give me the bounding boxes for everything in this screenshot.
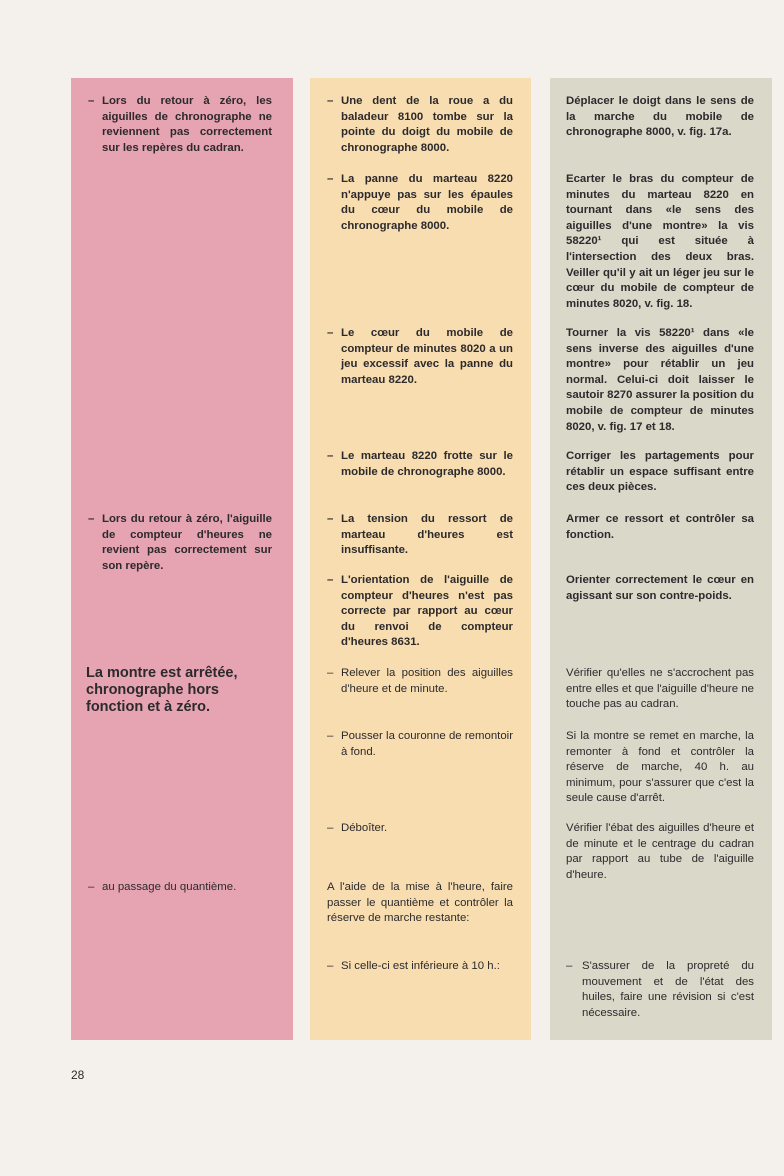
cause-paragraph: A l'aide de la mise à l'heure, faire passer le quantième et contrôler la réserve de marche restante: [327, 881, 513, 925]
cause-item: – Le cœur du mobile de compteur de minutes 8020 a un jeu excessif avec la panne du marteau 8220. [327, 327, 513, 386]
remedy-paragraph: Ecarter le bras du compteur de minutes du marteau 8220 en tournant dans «le sens des aiguilles d'une montre» la vis 58220¹ qui est située à l'intersection des deux bras. Veiller qu'il y ait un léger jeu sur le cœur du mobile de compteur de minutes 8020, v. fig. 18. [566, 173, 754, 310]
remedy-paragraph: Vérifier qu'elles ne s'accrochent pas entre elles et que l'aiguille d'heure ne touche pas au cadran. [566, 667, 754, 711]
remedy-paragraph: Orienter correctement le cœur en agissant sur son contre-poids. [566, 574, 754, 602]
remedy-paragraph: Corriger les partagements pour rétablir un espace suffisant entre ces deux pièces. [566, 450, 754, 494]
section-heading: La montre est arrêtée, chronographe hors fonction et à zéro. [86, 665, 238, 715]
cause-item: – L'orientation de l'aiguille de compteur d'heures n'est pas correcte par rapport au cœur du renvoi de compteur d'heures 8631. [327, 574, 513, 649]
cause-item: – Relever la position des aiguilles d'heure et de minute. [327, 667, 513, 695]
remedy-paragraph: Tourner la vis 58220¹ dans «le sens inverse des aiguilles d'une montre» pour rétablir un jeu normal. Celui-ci doit laisser le sautoir 8270 assurer la position du mobile de compteur de minutes 8020, v. fig. 17 et 18. [566, 327, 755, 433]
cause-item: – Pousser la couronne de remontoir à fond. [327, 730, 513, 758]
symptom-item: – Lors du retour à zéro, l'aiguille de compteur d'heures ne revient pas correctement sur son repère. [88, 513, 272, 572]
remedy-paragraph: Armer ce ressort et contrôler sa fonction. [566, 513, 754, 541]
symptom-item: – Lors du retour à zéro, les aiguilles de chronographe ne reviennent pas correctement sur les repères du cadran. [88, 95, 272, 154]
symptom-item: – au passage du quantième. [88, 881, 237, 893]
cause-item: – La panne du marteau 8220 n'appuye pas sur les épaules du cœur du mobile de chronographe 8000. [327, 173, 513, 232]
remedy-paragraph: Vérifier l'ébat des aiguilles d'heure et de minute et le centrage du cadran par rapport au tube de l'aiguille d'heure. [566, 822, 754, 881]
cause-item: – Le marteau 8220 frotte sur le mobile de chronographe 8000. [327, 450, 513, 478]
cause-item: – La tension du ressort de marteau d'heures est insuffisante. [327, 513, 513, 557]
cause-item: – Déboîter. [327, 822, 388, 834]
page-number: 28 [71, 1068, 85, 1082]
cause-item: – Une dent de la roue a du baladeur 8100 tombe sur la pointe du doigt du mobile de chronographe 8000. [327, 95, 513, 154]
cause-item: – Si celle-ci est inférieure à 10 h.: [327, 960, 500, 972]
remedy-paragraph: Si la montre se remet en marche, la remonter à fond et contrôler la réserve de marche, 40 h. au minimum, pour s'assurer que c'est la seule cause d'arrêt. [566, 730, 754, 805]
remedy-paragraph: Déplacer le doigt dans le sens de la marche du mobile de chronographe 8000, v. fig. 17a. [566, 95, 754, 139]
remedy-item: – S'assurer de la propreté du mouvement et de l'état des huiles, faire une révision si c'est nécessaire. [566, 960, 754, 1019]
